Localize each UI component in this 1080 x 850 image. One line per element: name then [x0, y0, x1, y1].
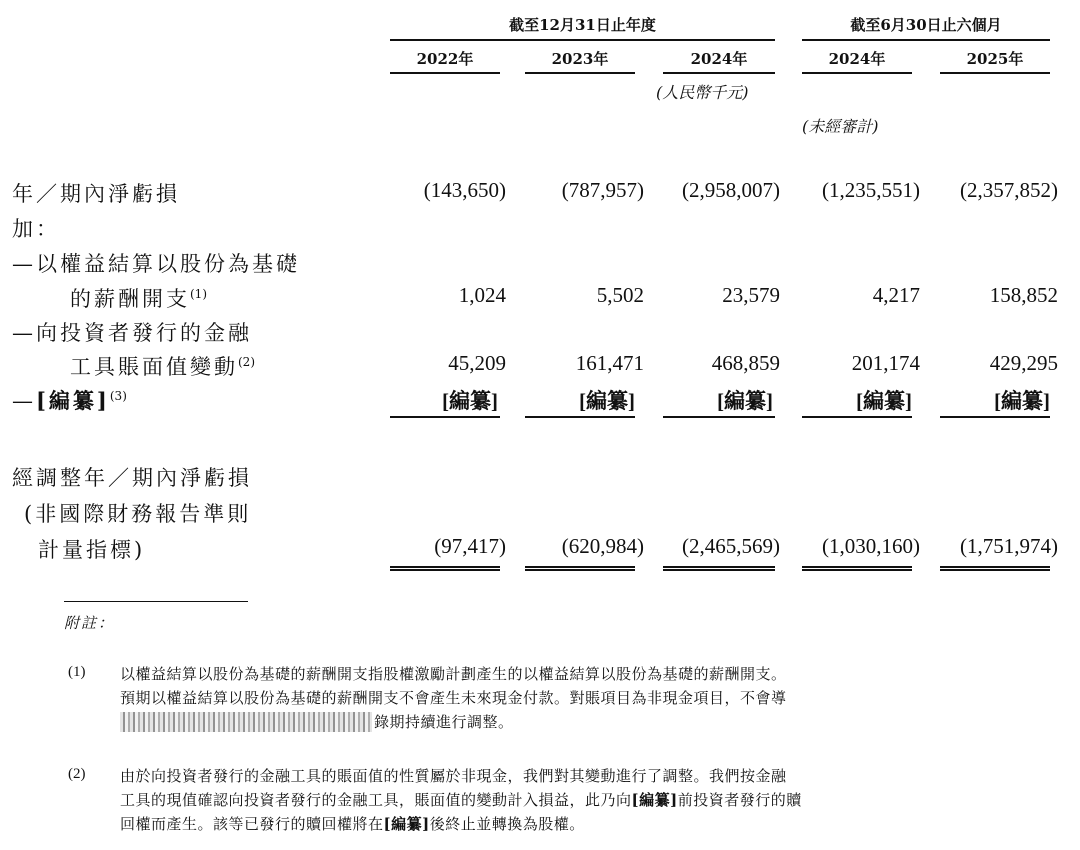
- subtotal-rule-2023: [525, 416, 635, 418]
- row-label-share-comp-line2: 的薪酬開支$^{(1)}$: [70, 287, 207, 311]
- subtotal-rule-2024: [663, 416, 775, 418]
- header-group-six-months-rule: [802, 39, 1050, 41]
- header-rule-period-2025: [940, 72, 1050, 74]
- total-double-rule-2022: [390, 566, 500, 571]
- header-year-2022: 2022年: [416, 50, 474, 68]
- row-label-adjusted-line3: 計量指標): [38, 538, 146, 562]
- note-1-line1: 以權益結算以股份為基礎的薪酬開支指股權激勵計劃產生的以權益結算以股份為基礎的薪酬開支。: [120, 665, 787, 683]
- header-year-2024: 2024年: [690, 50, 748, 68]
- cell-net-loss-2023: (787,957): [561, 178, 644, 202]
- notes-heading: 附註：: [64, 614, 116, 632]
- cell-net-loss-h1-2024: (1,235,551): [822, 178, 920, 202]
- header-period-2024: 2024年: [828, 50, 886, 68]
- cell-redacted-2024: [編纂]: [717, 389, 773, 413]
- row-label-add: 加：: [12, 217, 60, 241]
- header-group-year-ended: 截至12月31日止年度: [509, 16, 656, 34]
- note-1-line2: 預期以權益結算以股份為基礎的薪酬開支不會產生未來現金付款。對賬項目為非現金項目，不會導: [120, 689, 787, 707]
- cell-adjusted-h1-2024: (1,030,160): [822, 534, 920, 558]
- notes-separator: [64, 601, 248, 602]
- row-label-fin-instr-line2: 工具賬面值變動$^{(2)}$: [70, 355, 255, 379]
- cell-fin-instr-2024: 468,859: [711, 351, 780, 375]
- cell-fin-instr-h1-2025: 429,295: [989, 351, 1058, 375]
- row-label-fin-instr-line1: —向投資者發行的金融: [12, 321, 252, 345]
- cell-adjusted-2023: (620,984): [561, 534, 644, 558]
- footnote-ref-2: (2): [238, 355, 255, 369]
- total-double-rule-h1-2024: [802, 566, 912, 571]
- header-rule-2023: [525, 72, 635, 74]
- subtotal-rule-2022: [390, 416, 500, 418]
- header-rule-period-2024: [802, 72, 912, 74]
- note-2-number: (2): [68, 766, 86, 782]
- row-label-adjusted-line1: 經調整年／期內淨虧損: [12, 466, 252, 490]
- header-rule-2022: [390, 72, 500, 74]
- unaudited-label: (未經審計): [802, 117, 879, 136]
- cell-adjusted-2024: (2,465,569): [682, 534, 780, 558]
- note-1-line3: 錄期持續進行調整。: [374, 713, 514, 731]
- redaction-blur: [120, 712, 372, 732]
- subtotal-rule-h1-2024: [802, 416, 912, 418]
- row-label-redacted: —[編纂]$^{(3)}$: [12, 388, 127, 413]
- cell-net-loss-2024: (2,958,007): [682, 178, 780, 202]
- footnote-ref-3: (3): [109, 389, 127, 403]
- cell-share-comp-2023: 5,502: [596, 283, 644, 307]
- cell-redacted-h1-2025: [編纂]: [994, 389, 1050, 413]
- header-group-six-months: 截至6月30日止六個月: [850, 16, 1002, 34]
- header-period-2025: 2025年: [966, 50, 1024, 68]
- cell-net-loss-h1-2025: (2,357,852): [960, 178, 1058, 202]
- total-double-rule-2024: [663, 566, 775, 571]
- cell-redacted-2023: [編纂]: [579, 389, 635, 413]
- total-double-rule-2023: [525, 566, 635, 571]
- note-2-line3: 回權而產生。該等已發行的贖回權將在[編纂]後終止並轉換為股權。: [120, 815, 585, 833]
- row-label-share-comp-line1: —以權益結算以股份為基礎: [12, 252, 300, 276]
- cell-fin-instr-2022: 45,209: [448, 351, 506, 375]
- cell-share-comp-2022: 1,024: [458, 283, 506, 307]
- note-2-line1: 由於向投資者發行的金融工具的賬面值的性質屬於非現金，我們對其變動進行了調整。我們按金融: [120, 767, 787, 785]
- cell-share-comp-2024: 23,579: [722, 283, 780, 307]
- unit-label: (人民幣千元): [656, 83, 749, 102]
- cell-redacted-h1-2024: [編纂]: [856, 389, 912, 413]
- cell-fin-instr-2023: 161,471: [575, 351, 644, 375]
- cell-fin-instr-h1-2024: 201,174: [851, 351, 920, 375]
- cell-share-comp-h1-2025: 158,852: [989, 283, 1058, 307]
- footnote-ref-1: (1): [190, 287, 207, 301]
- cell-adjusted-h1-2025: (1,751,974): [960, 534, 1058, 558]
- header-year-2023: 2023年: [551, 50, 609, 68]
- row-label-net-loss: 年／期內淨虧損: [12, 182, 180, 206]
- row-label-adjusted-line2: (非國際財務報告準則: [24, 502, 252, 526]
- cell-redacted-2022: [編纂]: [442, 389, 498, 413]
- subtotal-rule-h1-2025: [940, 416, 1050, 418]
- total-double-rule-h1-2025: [940, 566, 1050, 571]
- cell-adjusted-2022: (97,417): [434, 534, 506, 558]
- note-2-line2: 工具的現值確認向投資者發行的金融工具，賬面值的變動計入損益，此乃向[編纂]前投資者發行的贖: [120, 791, 802, 809]
- header-group-year-rule: [390, 39, 775, 41]
- note-1-number: (1): [68, 664, 86, 680]
- cell-net-loss-2022: (143,650): [423, 178, 506, 202]
- cell-share-comp-h1-2024: 4,217: [872, 283, 920, 307]
- header-rule-2024: [663, 72, 775, 74]
